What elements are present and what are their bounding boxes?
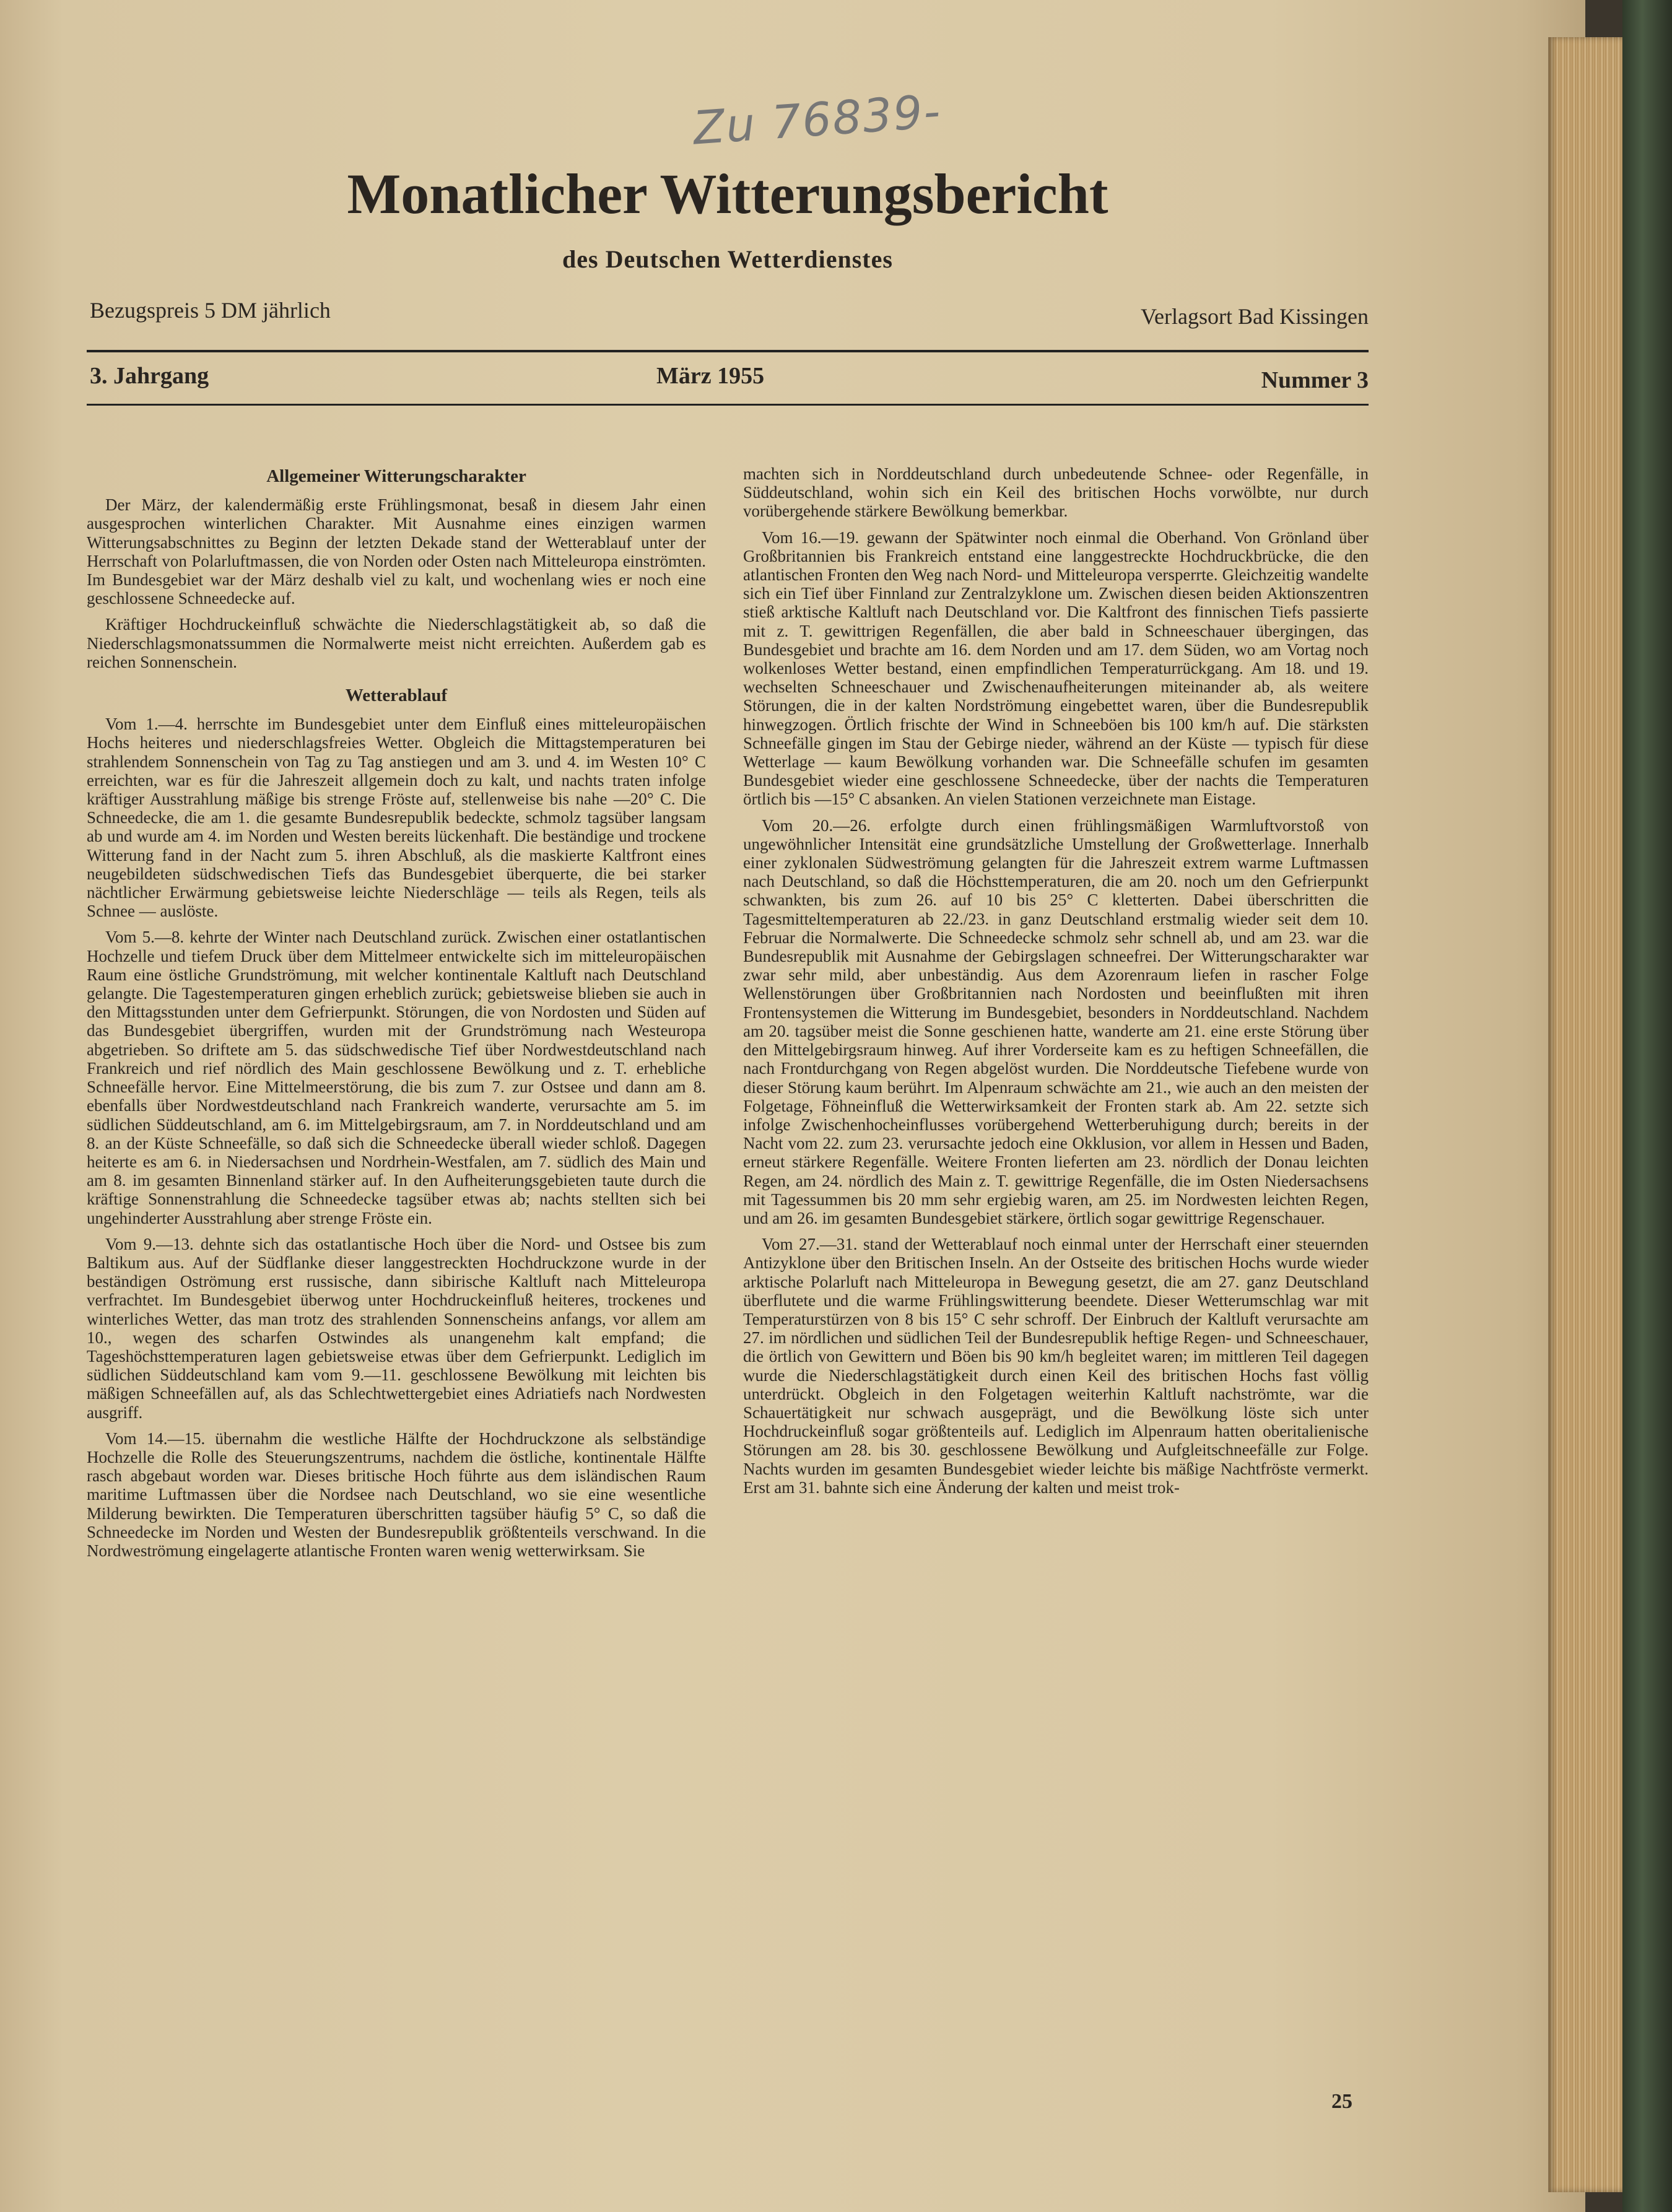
book-cover-edge: [1622, 0, 1672, 2212]
subscription-price: Bezugspreis 5 DM jährlich: [90, 298, 331, 323]
issue-number: Nummer 3: [1261, 367, 1369, 393]
paragraph: Der März, der kalendermäßig erste Frühlingsmonat, besaß in diesem Jahr einen ausgesprochen winterlichen Charakter. Mit Ausnahme eines einzigen warmen Witterungsabschnittes zu Beginn der letzten Dekade stand der Wetterablauf unter der Herrschaft von Polarluftmassen, die von Norden oder Osten nach Mitteleuropa einströmten. Im Bundesgebiet war der März deshalb viel zu kalt, und wochenlang wies er noch eine geschlossene Schneedecke auf.: [87, 495, 706, 608]
issue-date: März 1955: [656, 363, 765, 389]
handwritten-note: Zu 76839-: [691, 84, 943, 155]
left-column: [87, 464, 706, 1567]
publisher-location: Verlagsort Bad Kissingen: [1141, 304, 1369, 329]
paragraph: Vom 27.—31. stand der Wetterablauf noch einmal unter der Herrschaft einer steuernden Antizyklone über den Britischen Inseln. An der Ostseite des britischen Hochs wurde wieder arktische Polarluft nach Mitteleuropa in Bewegung gesetzt, die am 27. ganz Deutschland überflutete und die warme Frühlingswitterung beendete. Dieser Wetterumschlag war mit Temperaturstürzen von 8 bis 15° C sehr schroff. Der Einbruch der Kaltluft verursachte am 27. im nördlichen und südlichen Teil der Bundesrepublik heftige Regen- und Schneeschauer, die örtlich von Gewittern und Böen bis 90 km/h begleitet waren; im mittleren Teil dagegen wurde die Niederschlagstätigkeit durch einen Keil des britischen Hochs fast völlig unterdrückt. Obgleich in den Folgetagen weiterhin Kaltluft nachströmte, war die Schauertätigkeit nur schwach ausgeprägt, und die Bewölkung löste sich unter Hochdruckeinfluß sogar größtenteils auf. Lediglich im Alpenraum hatten oberitalienische Störungen am 28. bis 30. geschlossene Bewölkung und Aufgleitschneefälle zur Folge. Nachts wurden im gesamten Bundesgebiet wieder leichte bis mäßige Nachtfröste vermerkt. Erst am 31. bahnte sich eine Änderung der kalten und meist trok-: [743, 1235, 1369, 1497]
paragraph: machten sich in Norddeutschland durch unbedeutende Schnee- oder Regenfälle, in Süddeutschland, wohin sich ein Keil des britischen Hochs vorwölbte, nur durch vorübergehende stärkere Bewölkung bemerkbar.: [743, 464, 1369, 521]
section-heading-weather: Wetterablauf: [345, 686, 448, 706]
volume-label: 3. Jahrgang: [90, 363, 209, 389]
right-column: [743, 464, 1369, 1504]
header-rule-bottom: [87, 404, 1369, 406]
section-heading-general: Allgemeiner Witterungscharakter: [266, 466, 526, 486]
page-title: Monatlicher Witterungsbericht: [347, 162, 1108, 225]
paragraph: Vom 1.—4. herrschte im Bundesgebiet unter dem Einfluß eines mitteleuropäischen Hochs heiteres und niederschlagsfreies Wetter. Obgleich die Mittagstemperaturen bei strahlendem Sonnenschein von Tag zu Tag anstiegen und am 3. und 4. im Westen 10° C erreichten, war es für die Jahreszeit allgemein doch zu kalt, und nachts traten infolge kräftiger Ausstrahlung mäßige bis strenge Fröste auf, stellenweise bis nahe —20° C. Die Schneedecke, die am 1. die gesamte Bundesrepublik bedeckte, schmolz tagsüber langsam ab und wurde am 4. im Norden und Westen bereits lückenhaft. Die beständige und trockene Witterung fand in der Nacht zum 5. ihren Abschluß, als die maskierte Kaltfront eines neugebildeten südschwedischen Tiefs das Bundesgebiet überquerte, die bei starker nächtlicher Erwärmung gebietsweise leichte Niederschläge — teils als Regen, teils als Schnee — auslöste.: [87, 715, 706, 921]
page-number: 25: [1331, 2090, 1352, 2113]
page-subtitle: des Deutschen Wetterdienstes: [562, 245, 893, 273]
paragraph: Vom 5.—8. kehrte der Winter nach Deutschland zurück. Zwischen einer ostatlantischen Hochzelle und tiefem Druck über dem Mittelmeer entwickelte sich im mitteleuropäischen Raum eine östliche Grundströmung, mit welcher kontinentale Kaltluft nach Deutschland gelangte. Die Tagestemperaturen gingen erheblich zurück; gebietsweise blieben sie auch in den Mittagsstunden unter dem Gefrierpunkt. Störungen, die von Nordosten und Süden auf das Bundesgebiet übergriffen, wurden mit der Grundströmung nach Westeuropa abgetrieben. So driftete am 5. das südschwedische Tief über Nordwestdeutschland nach Frankreich und rief nördlich des Main geschlossene Bewölkung und z. T. erhebliche Schneefälle hervor. Eine Mittelmeerstörung, die bis zum 7. zur Ostsee und dann am 8. ebenfalls über Nordwestdeutschland nach Frankreich wanderte, verursachte am 5. im südlichen Süddeutschland, am 6. im Mittelgebirgsraum, am 7. in Norddeutschland und am 8. an der Küste Schneefälle, so daß sich die Schneedecke überall wieder schloß. Dagegen heiterte es am 6. in Niedersachsen und Nordrhein-Westfalen, am 7. südlich des Main und am 8. im gesamten Binnenland stärker auf. In den Aufheiterungsgebieten taute durch die kräftige Sonnenstrahlung die Schneedecke tagsüber etwas ab; nachts stellten sich bei ungehinderter Ausstrahlung aber strenge Fröste ein.: [87, 928, 706, 1227]
header-rule-top: [87, 350, 1369, 352]
paragraph: Kräftiger Hochdruckeinfluß schwächte die Niederschlagstätigkeit ab, so daß die Niederschlagsmonatssummen die Normalwerte meist nicht erreichten. Außerdem gab es reichen Sonnenschein.: [87, 615, 706, 671]
book-page-edges: [1548, 37, 1622, 2192]
paragraph: Vom 20.—26. erfolgte durch einen frühlingsmäßigen Warmluftvorstoß von ungewöhnlicher Intensität eine grundsätzliche Umstellung der Großwetterlage. Innerhalb einer zyklonalen Südweströmung gelangten für die Jahreszeit extrem warme Luftmassen nach Deutschland, so daß die Höchsttemperaturen, die am 20. noch um den Gefrierpunkt schwankten, bis zum 26. auf 10 bis 25° C kletterten. Dabei überschritten die Tagesmitteltemperaturen ab 22./23. in ganz Deutschland erstmalig wieder seit dem 10. Februar die Normalwerte. Die Schneedecke schmolz sehr schnell ab, und am 23. war die Bundesrepublik mit Ausnahme der Gebirgslagen schneefrei. Der Witterungscharakter war zwar sehr mild, aber unbeständig. Aus dem Azorenraum liefen in rascher Folge Wellenstörungen über Großbritannien nach Nordosten und beeinflußten mit ihren Frontensystemen die Witterung im Bundesgebiet, besonders in Norddeutschland. Nachdem am 20. tagsüber meist die Sonne geschienen hatte, wanderte am 21. eine erste Störung über den Mittelgebirgsraum hinweg. Auf ihrer Vorderseite kam es zu heftigen Schneefällen, die nach Frontdurchgang von Regen abgelöst wurden. Die Norddeutsche Tiefebene wurde von dieser Störung kaum berührt. Im Alpenraum schwächte am 21., wie auch an den meisten der Folgetage, Föhneinfluß die Wetterwirksamkeit der Fronten stark ab. Am 22. setzte sich infolge Zwischenhocheinflusses vorübergehend Wetterberuhigung durch; bereits in der Nacht vom 22. zum 23. verursachte jedoch eine Okklusion, vor allem in Hessen und Baden, erneut stärkere Regenfälle. Weitere Fronten lieferten am 23. nördlich der Donau leichten Regen, am 24. nördlich des Main z. T. gewittrige Regenfälle, die im Osten Niedersachsens mit Tagessummen bis 20 mm sehr ergiebig waren, am 25. im Nordwesten leichten Regen, und am 26. im gesamten Bundesgebiet stärkere, örtlich sogar gewittrige Regenschauer.: [743, 816, 1369, 1227]
paragraph: Vom 14.—15. übernahm die westliche Hälfte der Hochdruckzone als selbständige Hochzelle die Rolle des Steuerungszentrums, nachdem die östliche, kontinentale Hälfte rasch abgebaut worden war. Dieses britische Hoch führte aus dem isländischen Raum maritime Luftmassen über die Nordsee nach Deutschland, wo sie eine wesentliche Milderung bewirkten. Die Temperaturen überschritten tagsüber häufig 5° C, so daß die Schneedecke im Norden und Westen der Bundesrepublik größtenteils verschwand. In die Nordweströmung eingelagerte atlantische Fronten waren wenig wetterwirksam. Sie: [87, 1429, 706, 1560]
paragraph: Vom 16.—19. gewann der Spätwinter noch einmal die Oberhand. Von Grönland über Großbritannien bis Frankreich entstand eine langgestreckte Hochdruckbrücke, die den atlantischen Fronten den Weg nach Nord- und Mitteleuropa versperrte. Gleichzeitig wandelte sich ein Tief über Finnland zur Zentralzyklone um. Zwischen diesen beiden Aktionszentren stieß arktische Kaltluft nach Deutschland vor. Die Kaltfront des finnischen Tiefs passierte mit z. T. gewittrigen Regenfällen, die aber bald in Schneeschauer übergingen, das Bundesgebiet und brachte am 16. dem Norden und am 17. dem Süden, wo am Vortag noch wolkenloses Wetter bestand, einen empfindlichen Temperaturrückgang. Am 18. und 19. wechselten Schneeschauer und Zwischenaufheiterungen miteinander ab, als weitere Störungen, die in der kalten Nordströmung eingebettet waren, über die Bundesrepublik hinwegzogen. Örtlich frischte der Wind in Schneeböen bis 100 km/h auf. Die stärksten Schneefälle gingen im Stau der Gebirge nieder, während an der Küste — typisch für diese Wetterlage — kaum Bewölkung vorhanden war. Die Schneefälle schufen im gesamten Bundesgebiet wieder eine geschlossene Schneedecke, über der nachts die Temperaturen örtlich bis —15° C absanken. An vielen Stationen verzeichnete man Eistage.: [743, 528, 1369, 809]
paragraph: Vom 9.—13. dehnte sich das ostatlantische Hoch über die Nord- und Ostsee bis zum Baltikum aus. Auf der Südflanke dieser langgestreckten Hochdruckzone wurde in der beständigen Oströmung erst russische, dann sibirische Kaltluft nach Mitteleuropa verfrachtet. Im Bundesgebiet überwog unter Hochdruckeinfluß heiteres, trockenes und winterliches Wetter, das man trotz des strahlenden Sonnenscheins anfangs, vor allem am 10., wegen des scharfen Ostwindes als unangenehm kalt empfand; die Tageshöchsttemperaturen lagen gebietsweise etwas über dem Gefrierpunkt. Lediglich im südlichen Süddeutschland kam vom 9.—11. geschlossene Bewölkung mit leichten bis mäßigen Schneefällen auf, als das Schlechtwettergebiet eines Adriatiefs nach Nordwesten ausgriff.: [87, 1234, 706, 1422]
